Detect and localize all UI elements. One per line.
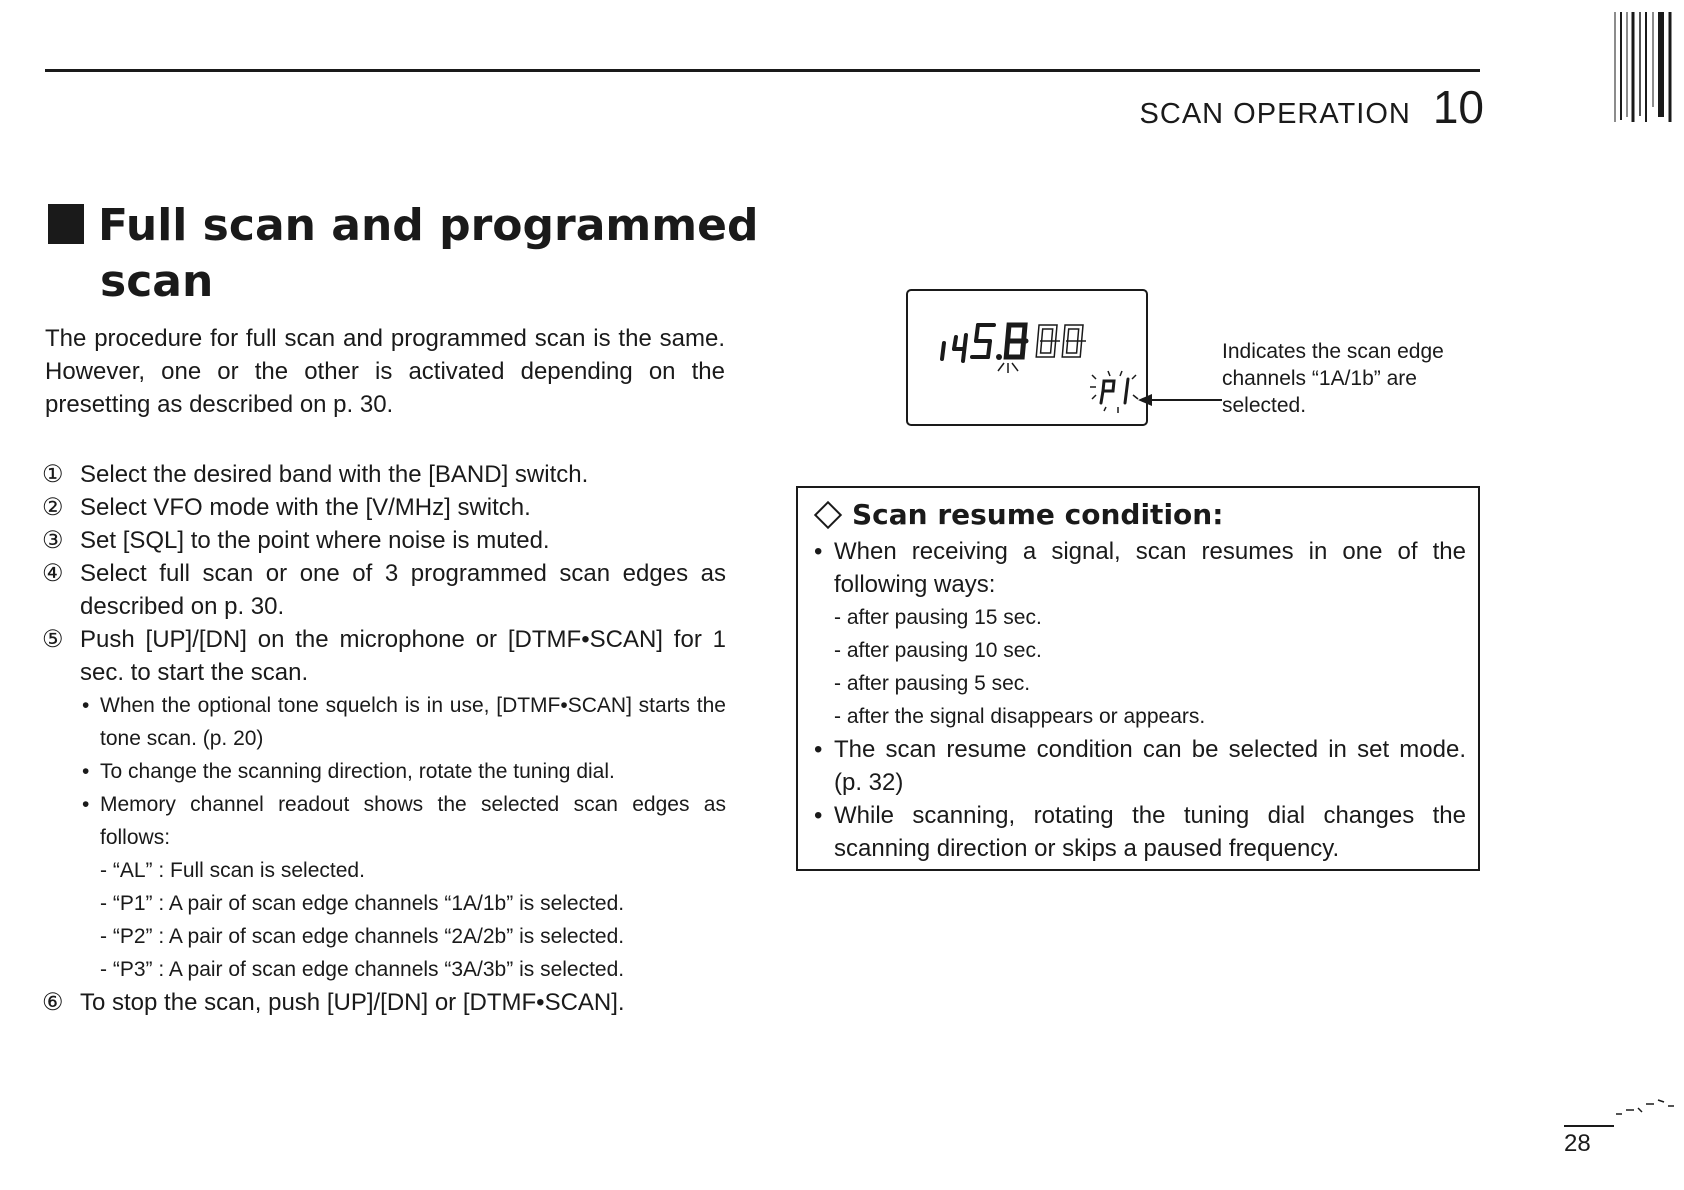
step-5-note: • Memory channel readout shows the selected scan edges as follows: <box>82 788 726 854</box>
step-number: ② <box>42 494 64 521</box>
step-3 <box>42 524 726 557</box>
step-text-part: Push [UP]/[DN] on the microphone or [DTMF• <box>80 626 590 653</box>
step-5-note: • When the optional tone squelch is in use, [DTMF•SCAN] starts the tone scan. (p. 20) <box>82 689 726 755</box>
step-text: Select VFO mode with the [V/MHz] switch. <box>80 494 531 521</box>
step-text <box>80 626 726 686</box>
scan-key-label: SCAN <box>544 989 612 1016</box>
footer-rule <box>1564 1125 1614 1127</box>
section-number: 10 <box>1432 81 1484 133</box>
scan-edge-item: - “P1” : A pair of scan edge channels “1A/1b” is selected. <box>100 892 625 915</box>
step-text <box>80 989 625 1016</box>
resume-option: - after pausing 15 sec. <box>834 606 1042 629</box>
section-header <box>1140 80 1484 134</box>
resume-option: - after pausing 5 sec. <box>834 672 1031 695</box>
step-text-part: ] for 1 sec. to start the scan. <box>80 626 726 686</box>
section-title: SCAN OPERATION <box>1139 98 1411 130</box>
resume-option: - after pausing 10 sec. <box>834 639 1042 662</box>
step-4 <box>42 557 726 623</box>
scan-key-label: SCAN <box>589 626 657 653</box>
display-caption: Indicates the scan edge channels “1A/1b” are selected. <box>1222 340 1444 417</box>
step-number: ④ <box>42 560 64 587</box>
step-number: ③ <box>42 527 64 554</box>
resume-heading <box>812 495 1466 535</box>
step-1 <box>42 458 726 491</box>
step-text: Set [SQL] to the point where noise is muted. <box>80 527 550 554</box>
heading-line-1: Full scan and programmed <box>98 200 759 251</box>
header-rule <box>45 69 1480 72</box>
step-text-part: To stop the scan, push [UP]/[DN] or [DTMF• <box>80 989 545 1016</box>
procedure-steps <box>42 458 726 1019</box>
step-number: ⑤ <box>42 626 64 653</box>
step-2 <box>42 491 726 524</box>
heading-line-2: scan <box>100 256 214 307</box>
step-text: Select the desired band with the [BAND] switch. <box>80 461 589 488</box>
resume-heading-text: Scan resume condition: <box>852 498 1224 531</box>
resume-bullet: • The scan resume condition can be selected in set mode. (p. 32) <box>812 733 1466 799</box>
diamond-icon <box>814 501 842 529</box>
heading-square-icon <box>48 204 84 244</box>
scan-resume-box <box>796 486 1480 871</box>
step-number: ⑥ <box>42 989 64 1016</box>
step-5 <box>42 623 726 689</box>
section-heading <box>48 198 758 310</box>
lcd-readout-graphic <box>908 291 1150 428</box>
thumb-index-marks <box>1612 12 1676 122</box>
step-number: ① <box>42 461 64 488</box>
resume-bullet: • While scanning, rotating the tuning dial changes the scanning direction or skips a paused frequency. <box>812 799 1466 865</box>
step-6 <box>42 986 726 1019</box>
page-number: 28 <box>1564 1130 1591 1157</box>
resume-bullet: • When receiving a signal, scan resumes in one of the following ways: <box>812 535 1466 601</box>
scan-edge-item: - “AL” : Full scan is selected. <box>100 859 365 882</box>
page-corner-mark <box>1612 1094 1676 1126</box>
step-5-note: • To change the scanning direction, rotate the tuning dial. <box>82 755 726 788</box>
step-text: Select full scan or one of 3 programmed scan edges as described on p. 30. <box>80 560 726 620</box>
callout-arrow <box>1138 393 1222 407</box>
resume-option: - after the signal disappears or appears. <box>834 705 1206 728</box>
scan-edge-item: - “P2” : A pair of scan edge channels “2A/2b” is selected. <box>100 925 625 948</box>
intro-paragraph: The procedure for full scan and programmed scan is the same. However, one or the other is activated depending on the presetting as described on p. 30. <box>45 325 725 418</box>
scan-edge-item: - “P3” : A pair of scan edge channels “3A/3b” is selected. <box>100 958 625 981</box>
step-text-part: ]. <box>611 989 625 1016</box>
lcd-display <box>906 289 1148 426</box>
